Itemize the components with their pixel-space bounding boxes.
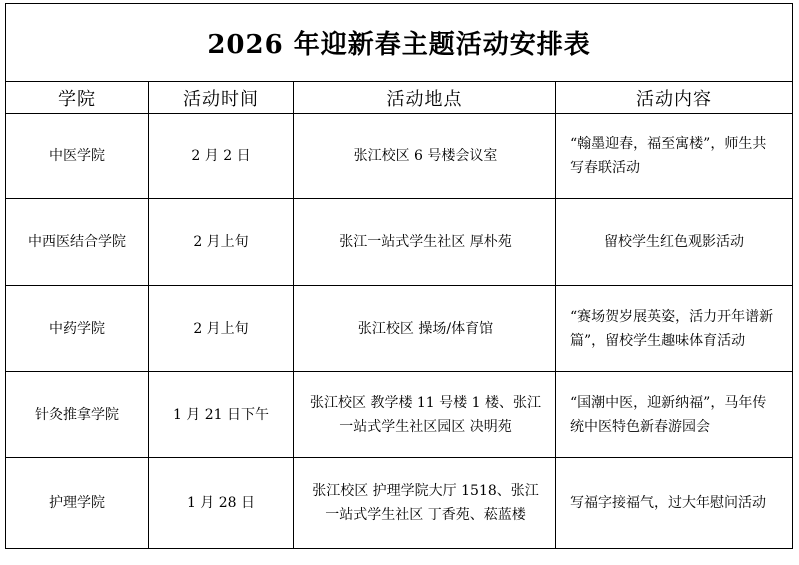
table-row	[6, 372, 793, 458]
table-row	[6, 458, 793, 549]
cell-content: “赛场贺岁展英姿，活力开年谱新篇”，留校学生趣味体育活动	[556, 286, 793, 372]
cell-place: 张江一站式学生社区 厚朴苑	[294, 199, 556, 286]
title-row	[6, 4, 793, 82]
header-content: 活动内容	[556, 82, 793, 114]
cell-time: 1 月 21 日下午	[149, 372, 294, 458]
table-title: 2026 年迎新春主题活动安排表	[6, 4, 793, 82]
header-college: 学院	[6, 82, 149, 114]
table-row	[6, 114, 793, 199]
cell-content: “国潮中医，迎新纳福”，马年传统中医特色新春游园会	[556, 372, 793, 458]
cell-time: 1 月 28 日	[149, 458, 294, 549]
cell-place: 张江校区 6 号楼会议室	[294, 114, 556, 199]
cell-college: 针灸推拿学院	[6, 372, 149, 458]
header-place: 活动地点	[294, 82, 556, 114]
header-time: 活动时间	[149, 82, 294, 114]
cell-place: 张江校区 护理学院大厅 1518、张江一站式学生社区 丁香苑、菘蓝楼	[294, 458, 556, 549]
cell-college: 中西医结合学院	[6, 199, 149, 286]
cell-college: 中药学院	[6, 286, 149, 372]
cell-place: 张江校区 操场/体育馆	[294, 286, 556, 372]
cell-content: “翰墨迎春，福至寓楼”，师生共写春联活动	[556, 114, 793, 199]
cell-content: 写福字接福气，过大年慰问活动	[556, 458, 793, 549]
cell-content: 留校学生红色观影活动	[556, 199, 793, 286]
cell-time: 2 月上旬	[149, 286, 294, 372]
cell-time: 2 月上旬	[149, 199, 294, 286]
activity-schedule-table	[5, 3, 793, 549]
cell-college: 护理学院	[6, 458, 149, 549]
cell-time: 2 月 2 日	[149, 114, 294, 199]
table-row	[6, 286, 793, 372]
cell-place: 张江校区 教学楼 11 号楼 1 楼、张江一站式学生社区园区 决明苑	[294, 372, 556, 458]
table-row	[6, 199, 793, 286]
header-row	[6, 82, 793, 114]
cell-college: 中医学院	[6, 114, 149, 199]
